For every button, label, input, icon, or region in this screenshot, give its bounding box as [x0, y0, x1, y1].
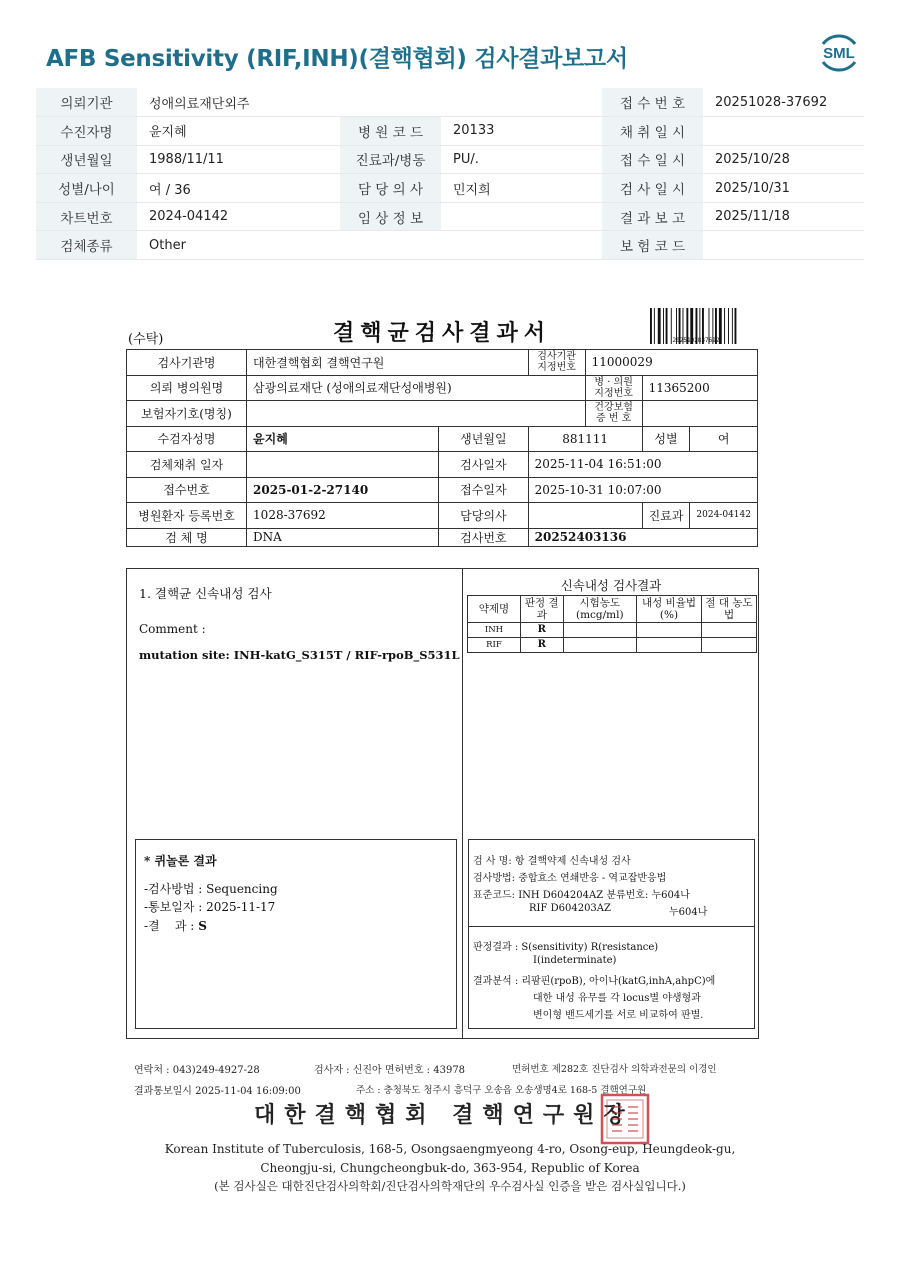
drug-absolute: [702, 638, 757, 653]
header-value: 성애의료재단외주: [137, 88, 340, 117]
contact-phone: 연락처 : 043)249-4927-28: [134, 1065, 260, 1076]
header-value: 2024-04142: [137, 202, 340, 231]
header-value: 2025/11/18: [703, 202, 864, 231]
analysis-line-2: 대한 내성 유무를 각 locus별 야생형과: [533, 993, 701, 1004]
drug-absolute: [702, 623, 757, 638]
header-row: [36, 202, 864, 231]
accession-value: 2025-01-2-27140: [247, 477, 439, 503]
header-label: 담 당 의 사: [340, 174, 441, 203]
specimen-label: 검 체 명: [127, 528, 247, 546]
result-section: [126, 568, 759, 1039]
department-label: 진료과: [642, 503, 690, 529]
english-address-line-1: Korean Institute of Tuberculosis, 168-5, Osongsaengmyeong 4-ro, Osong-eup, Heungdeok-gu,: [164, 1142, 736, 1156]
header-value: [703, 231, 864, 260]
header-value: [441, 202, 602, 231]
patient-name-label: 수검자성명: [127, 426, 247, 452]
receipt-date-label: 접수일자: [439, 477, 529, 503]
drug-result: R: [520, 638, 563, 653]
header-value: [703, 117, 864, 146]
method-info-box: [468, 839, 755, 1029]
header-label: 의뢰기관: [36, 88, 137, 117]
birth-label: 생년월일: [439, 426, 529, 452]
header-value: [441, 88, 602, 117]
health-insurance-value: [642, 401, 757, 427]
insurer-value: [247, 401, 586, 427]
judgement-line: 판정결과 : S(sensitivity) R(resistance): [473, 942, 659, 953]
header-label: 검체종류: [36, 231, 137, 260]
sex-value: 여: [690, 426, 758, 452]
header-row: [36, 117, 864, 146]
lab-code-value: 11000029: [585, 350, 757, 376]
quinolone-title: * 퀴놀론 결과: [144, 854, 217, 868]
header-label: 채 취 일 시: [602, 117, 703, 146]
quinolone-result: [144, 917, 207, 934]
header-label: 진료과/병동: [340, 145, 441, 174]
test-name: 검 사 명: 항 결핵약제 신속내성 검사: [473, 856, 631, 867]
header-label: 접 수 번 호: [602, 88, 703, 117]
insurer-label: 보험자기호(명칭): [127, 401, 247, 427]
drug-result: R: [520, 623, 563, 638]
table-row: [468, 638, 757, 653]
header-row: [36, 145, 864, 174]
hospital-code-label: [585, 375, 642, 401]
header-label: [340, 231, 441, 260]
report-time: 결과통보일시 2025-11-04 16:09:00: [134, 1086, 301, 1097]
address-korean: 주소 : 충청북도 청주시 흥덕구 오송읍 오송생명4로 168-5 결핵연구원: [356, 1085, 647, 1096]
judgement-line-2: I(indeterminate): [533, 955, 617, 966]
drug-ratio: [636, 623, 701, 638]
header-value: 여 / 36: [137, 174, 340, 203]
header-row: [36, 174, 864, 203]
standard-code-rif: RIF D604203AZ: [529, 903, 611, 914]
certification-note: (본 검사실은 대한진단검사의학회/진단검사의학재단의 우수검사실 인증을 받은 검사실입니다.): [214, 1179, 686, 1193]
header-value: 민지희: [441, 174, 602, 203]
col-absolute: 절 대 농도법: [702, 596, 757, 623]
doctor-value: [528, 503, 642, 529]
mutation-site: mutation site: INH-katG_S315T / RIF-rpoB_S531L: [139, 648, 460, 662]
test-number-value: 20252403136: [528, 528, 757, 546]
department-value: 2024-04142: [690, 503, 758, 529]
requesting-hospital-value: 삼광의료재단 (성애의료재단성애병원): [247, 375, 586, 401]
accession-label: 접수번호: [127, 477, 247, 503]
english-address-line-2: Cheongju-si, Chungcheongbuk-do, 363-954, Republic of Korea: [260, 1161, 640, 1175]
drug-concentration: [563, 638, 636, 653]
birth-value: 881111: [528, 426, 642, 452]
header-value: PU/.: [441, 145, 602, 174]
registration-label: 병원환자 등록번호: [127, 503, 247, 529]
quinolone-result-box: [135, 839, 457, 1029]
header-value: Other: [137, 231, 340, 260]
comment-label: Comment :: [139, 622, 206, 636]
lab-code-label-text: 검사기관 지정번호: [537, 351, 576, 374]
header-label: 수진자명: [36, 117, 137, 146]
registration-value: 1028-37692: [247, 503, 439, 529]
col-ratio: 내성 비율법(%): [636, 596, 701, 623]
col-drug: 약제명: [468, 596, 521, 623]
section-title: 1. 결핵균 신속내성 검사: [139, 586, 272, 601]
header-value: [441, 231, 602, 260]
patient-header-table: [36, 88, 864, 260]
header-label: 차트번호: [36, 202, 137, 231]
header-value: 2025/10/31: [703, 174, 864, 203]
quinolone-method: -검사방법 : Sequencing: [144, 882, 278, 896]
collection-date-value: [247, 452, 439, 478]
header-label: 성별/나이: [36, 174, 137, 203]
header-label: 병 원 코 드: [340, 117, 441, 146]
organization-name: 대한결핵협회 결핵연구원장: [254, 1102, 634, 1128]
results-title: 신속내성 검사결과: [560, 578, 662, 593]
method-details: [469, 840, 754, 927]
receipt-date-value: 2025-10-31 10:07:00: [528, 477, 757, 503]
analysis-line-3: 변이형 밴드세기를 서로 비교하여 판별.: [533, 1010, 704, 1021]
official-seal-icon: [600, 1093, 650, 1145]
classification-rif: 누604나: [669, 907, 708, 918]
header-label: [340, 88, 441, 117]
quinolone-result-value: S: [198, 919, 207, 933]
header-value: 1988/11/11: [137, 145, 340, 174]
page-title: AFB Sensitivity (RIF,INH)(결핵협회) 검사결과보고서: [46, 46, 628, 72]
header-label: 보 험 코 드: [602, 231, 703, 260]
rapid-test-panel: [127, 569, 463, 1038]
tester-info: 검사자 : 신진아 면허번호 : 43978: [314, 1065, 466, 1076]
header-value: 20251028-37692: [703, 88, 864, 117]
col-concentration: 시험농도 (mcg/ml): [563, 596, 636, 623]
hospital-code-value: 11365200: [642, 375, 757, 401]
document-title: 결핵균검사결과서: [332, 320, 552, 346]
test-date-label: 검사일자: [439, 452, 529, 478]
header-label: 검 사 일 시: [602, 174, 703, 203]
requesting-hospital-label: 의뢰 병의원명: [127, 375, 247, 401]
drug-name: INH: [468, 623, 521, 638]
test-date-value: 2025-11-04 16:51:00: [528, 452, 757, 478]
drug-ratio: [636, 638, 701, 653]
sml-logo: [815, 30, 863, 74]
lab-value: 대한결핵협회 결핵연구원: [247, 350, 529, 376]
drug-concentration: [563, 623, 636, 638]
header-value: 20133: [441, 117, 602, 146]
col-result: 판정 결과: [520, 596, 563, 623]
results-panel: [463, 569, 759, 1038]
analysis-line: 결과분석 : 리팜핀(rpoB), 아이나(katG,inhA,ahpC)에: [473, 976, 716, 987]
header-row: [36, 231, 864, 260]
header-label: 임 상 정 보: [340, 202, 441, 231]
info-table: [126, 349, 758, 547]
susceptibility-table: [467, 595, 757, 653]
header-label: 접 수 일 시: [602, 145, 703, 174]
sex-label: 성별: [642, 426, 690, 452]
logo-text: SML: [823, 45, 855, 62]
header-label: 결 과 보 고: [602, 202, 703, 231]
header-value: 2025/10/28: [703, 145, 864, 174]
test-number-label: 검사번호: [439, 528, 529, 546]
standard-code-inh: 표준코드: INH D604204AZ 분류번호: 누604나: [473, 890, 690, 901]
header-value: 윤지혜: [137, 117, 340, 146]
drug-name: RIF: [468, 638, 521, 653]
quinolone-report-date: -통보일자 : 2025-11-17: [144, 900, 276, 914]
patient-name-value: 윤지혜: [247, 426, 439, 452]
lab-label: 검사기관명: [127, 350, 247, 376]
copy-label: (수탁): [128, 332, 164, 347]
specialist-info: 면허번호 제282호 진단검사 의학과전문의 이경인: [512, 1064, 717, 1075]
header-row: [36, 88, 864, 117]
header-label: 생년월일: [36, 145, 137, 174]
collection-date-label: 검체채취 일자: [127, 452, 247, 478]
barcode-number: 2025102837692: [672, 337, 720, 344]
lab-code-label: [528, 350, 585, 376]
doctor-label: 담당의사: [439, 503, 529, 529]
health-insurance-label: [585, 401, 642, 427]
hospital-code-label-text: 병 · 의원 지정번호: [594, 376, 633, 399]
test-method: 검사방법: 중합효소 연쇄반응 - 역교잡반응법: [473, 873, 667, 884]
table-row: [468, 623, 757, 638]
quinolone-result-label: -결 과 :: [144, 919, 195, 933]
specimen-value: DNA: [247, 528, 439, 546]
health-insurance-label-text: 건강보험 증 번 호: [594, 402, 633, 425]
